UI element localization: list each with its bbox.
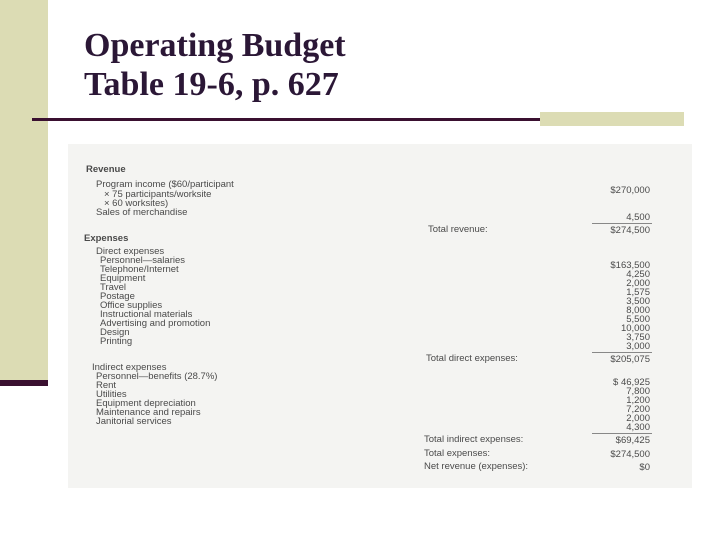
indirect-item-value: 2,000	[626, 413, 650, 424]
title-line-1: Operating Budget	[84, 27, 346, 64]
revenue-item-label: × 75 participants/worksite	[104, 189, 212, 200]
direct-heading: Direct expenses	[96, 246, 165, 257]
indirect-item-value: 7,200	[626, 404, 650, 415]
direct-item-value: $163,500	[610, 260, 650, 271]
direct-item-value: 3,750	[626, 332, 650, 343]
expenses-heading: Expenses	[84, 233, 129, 244]
direct-item-value: 10,000	[620, 323, 650, 334]
indirect-item-label: Personnel—benefits (28.7%)	[96, 371, 218, 382]
indirect-item-label: Rent	[96, 380, 117, 391]
side-decor-accent	[0, 380, 48, 386]
direct-item-label: Telephone/Internet	[100, 264, 179, 275]
revenue-heading: Revenue	[86, 164, 126, 175]
direct-item-value: 1,575	[626, 287, 650, 298]
indirect-heading: Indirect expenses	[92, 362, 167, 373]
direct-item-value: 8,000	[626, 305, 650, 316]
direct-item-label: Equipment	[100, 273, 146, 284]
total-expenses-value: $274,500	[610, 449, 650, 460]
total-revenue-label: Total revenue:	[428, 224, 488, 235]
direct-item-label: Design	[100, 327, 130, 338]
total-indirect-label: Total indirect expenses:	[424, 434, 524, 445]
net-revenue-value: $0	[639, 462, 650, 473]
indirect-item-value: 7,800	[626, 386, 650, 397]
direct-item-value: 2,000	[626, 278, 650, 289]
total-indirect-value: $69,425	[615, 435, 650, 446]
indirect-item-label: Utilities	[96, 389, 127, 400]
revenue-sum-line	[592, 223, 652, 224]
side-decor-bar	[0, 0, 48, 384]
direct-item-label: Postage	[100, 291, 135, 302]
title-line-2: Table 19-6, p. 627	[84, 66, 339, 103]
direct-item-label: Personnel—salaries	[100, 255, 186, 266]
budget-table-image	[68, 144, 692, 488]
title-underline-accent	[540, 112, 684, 126]
indirect-item-label: Equipment depreciation	[96, 398, 196, 409]
indirect-item-value: 4,300	[626, 422, 650, 433]
revenue-item-label: Sales of merchandise	[96, 207, 188, 218]
total-direct-label: Total direct expenses:	[426, 353, 518, 364]
total-expenses-label: Total expenses:	[424, 448, 491, 459]
direct-item-label: Advertising and promotion	[100, 318, 211, 329]
slide-title	[84, 26, 346, 104]
direct-item-value: 5,500	[626, 314, 650, 325]
revenue-item-value: 4,500	[626, 212, 650, 223]
net-revenue-label: Net revenue (expenses):	[424, 461, 529, 472]
direct-item-label: Travel	[100, 282, 127, 293]
direct-item-value: 3,500	[626, 296, 650, 307]
indirect-item-label: Maintenance and repairs	[96, 407, 201, 418]
indirect-item-value: 1,200	[626, 395, 650, 406]
total-direct-value: $205,075	[610, 354, 650, 365]
direct-item-label: Printing	[100, 336, 133, 347]
revenue-item-value: $270,000	[610, 185, 650, 196]
direct-item-label: Office supplies	[100, 300, 163, 311]
direct-item-label: Instructional materials	[100, 309, 193, 320]
total-revenue-value: $274,500	[610, 225, 650, 236]
title-underline	[32, 118, 540, 121]
indirect-item-value: $ 46,925	[613, 377, 650, 388]
indirect-sum-line	[592, 433, 652, 434]
indirect-item-label: Janitorial services	[96, 416, 172, 427]
revenue-item-label: × 60 worksites)	[104, 198, 169, 209]
direct-sum-line	[592, 352, 652, 353]
revenue-item-label: Program income ($60/participant	[96, 179, 234, 190]
direct-item-value: 4,250	[626, 269, 650, 280]
direct-item-value: 3,000	[626, 341, 650, 352]
